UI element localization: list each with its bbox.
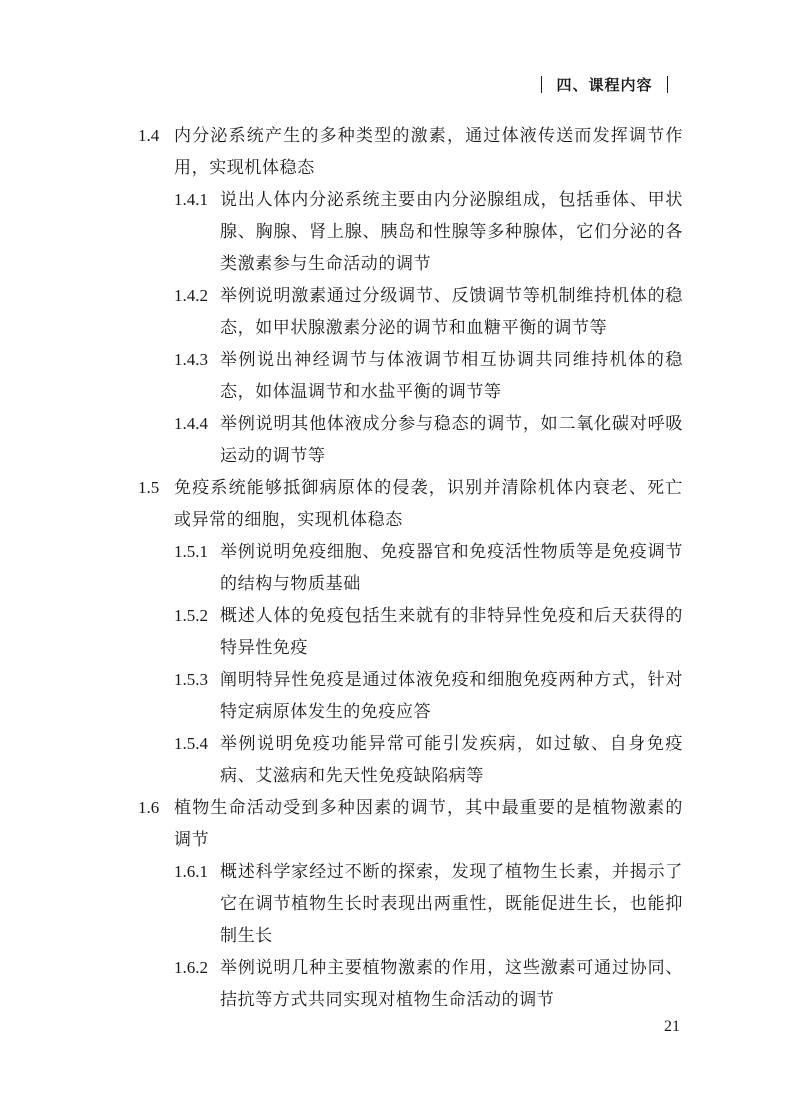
section-number: 1.6 — [138, 798, 160, 817]
section-heading — [138, 792, 683, 856]
subsection-list — [174, 856, 683, 1016]
subsection-item — [174, 344, 683, 408]
subsection-number: 1.5.4 — [174, 734, 208, 753]
page-number: 21 — [664, 1018, 680, 1035]
subsection-item — [174, 600, 683, 664]
running-header — [527, 74, 682, 95]
subsection-text: 概述科学家经过不断的探索，发现了植物生长素，并揭示了它在调节植物生长时表现出两重性，既能促进生长，也能抑制生长 — [220, 862, 683, 946]
subsection-number: 1.5.2 — [174, 606, 208, 625]
section-text: 植物生命活动受到多种因素的调节，其中最重要的是植物激素的调节 — [174, 798, 683, 850]
running-title: 四、课程内容 — [556, 76, 653, 94]
section-1-5 — [138, 472, 683, 792]
subsection-number: 1.6.2 — [174, 958, 208, 977]
subsection-item — [174, 408, 683, 472]
section-number: 1.4 — [138, 126, 160, 145]
section-heading — [138, 120, 683, 184]
body-content — [138, 120, 683, 1016]
subsection-item — [174, 280, 683, 344]
header-right-rule — [667, 76, 669, 93]
subsection-text: 举例说明免疫细胞、免疫器官和免疫活性物质等是免疫调节的结构与物质基础 — [220, 542, 683, 594]
section-number: 1.5 — [138, 478, 160, 497]
subsection-text: 举例说明其他体液成分参与稳态的调节，如二氧化碳对呼吸运动的调节等 — [220, 414, 683, 466]
subsection-text: 说出人体内分泌系统主要由内分泌腺组成，包括垂体、甲状腺、胸腺、肾上腺、胰岛和性腺等多种腺体，它们分泌的各类激素参与生命活动的调节 — [220, 190, 683, 274]
subsection-number: 1.5.1 — [174, 542, 208, 561]
section-1-4 — [138, 120, 683, 472]
subsection-item — [174, 952, 683, 1016]
subsection-item — [174, 856, 683, 952]
section-text: 内分泌系统产生的多种类型的激素，通过体液传送而发挥调节作用，实现机体稳态 — [174, 126, 683, 178]
section-text: 免疫系统能够抵御病原体的侵袭，识别并清除机体内衰老、死亡或异常的细胞，实现机体稳态 — [174, 478, 683, 530]
subsection-number: 1.4.4 — [174, 414, 208, 433]
subsection-text: 举例说明几种主要植物激素的作用，这些激素可通过协同、拮抗等方式共同实现对植物生命活动的调节 — [220, 958, 683, 1010]
section-heading — [138, 472, 683, 536]
subsection-number: 1.6.1 — [174, 862, 208, 881]
subsection-item — [174, 184, 683, 280]
subsection-text: 举例说明免疫功能异常可能引发疾病，如过敏、自身免疫病、艾滋病和先天性免疫缺陷病等 — [220, 734, 683, 786]
subsection-text: 概述人体的免疫包括生来就有的非特异性免疫和后天获得的特异性免疫 — [220, 606, 683, 658]
subsection-number: 1.4.1 — [174, 190, 208, 209]
subsection-item — [174, 536, 683, 600]
subsection-number: 1.4.3 — [174, 350, 208, 369]
section-1-6 — [138, 792, 683, 1016]
subsection-item — [174, 728, 683, 792]
subsection-number: 1.5.3 — [174, 670, 208, 689]
subsection-item — [174, 664, 683, 728]
subsection-text: 举例说明激素通过分级调节、反馈调节等机制维持机体的稳态，如甲状腺激素分泌的调节和血糖平衡的调节等 — [220, 286, 683, 338]
subsection-text: 举例说出神经调节与体液调节相互协调共同维持机体的稳态，如体温调节和水盐平衡的调节等 — [220, 350, 683, 402]
subsection-list — [174, 536, 683, 792]
subsection-list — [174, 184, 683, 472]
subsection-text: 阐明特异性免疫是通过体液免疫和细胞免疫两种方式，针对特定病原体发生的免疫应答 — [220, 670, 683, 722]
subsection-number: 1.4.2 — [174, 286, 208, 305]
header-left-rule — [541, 76, 543, 93]
